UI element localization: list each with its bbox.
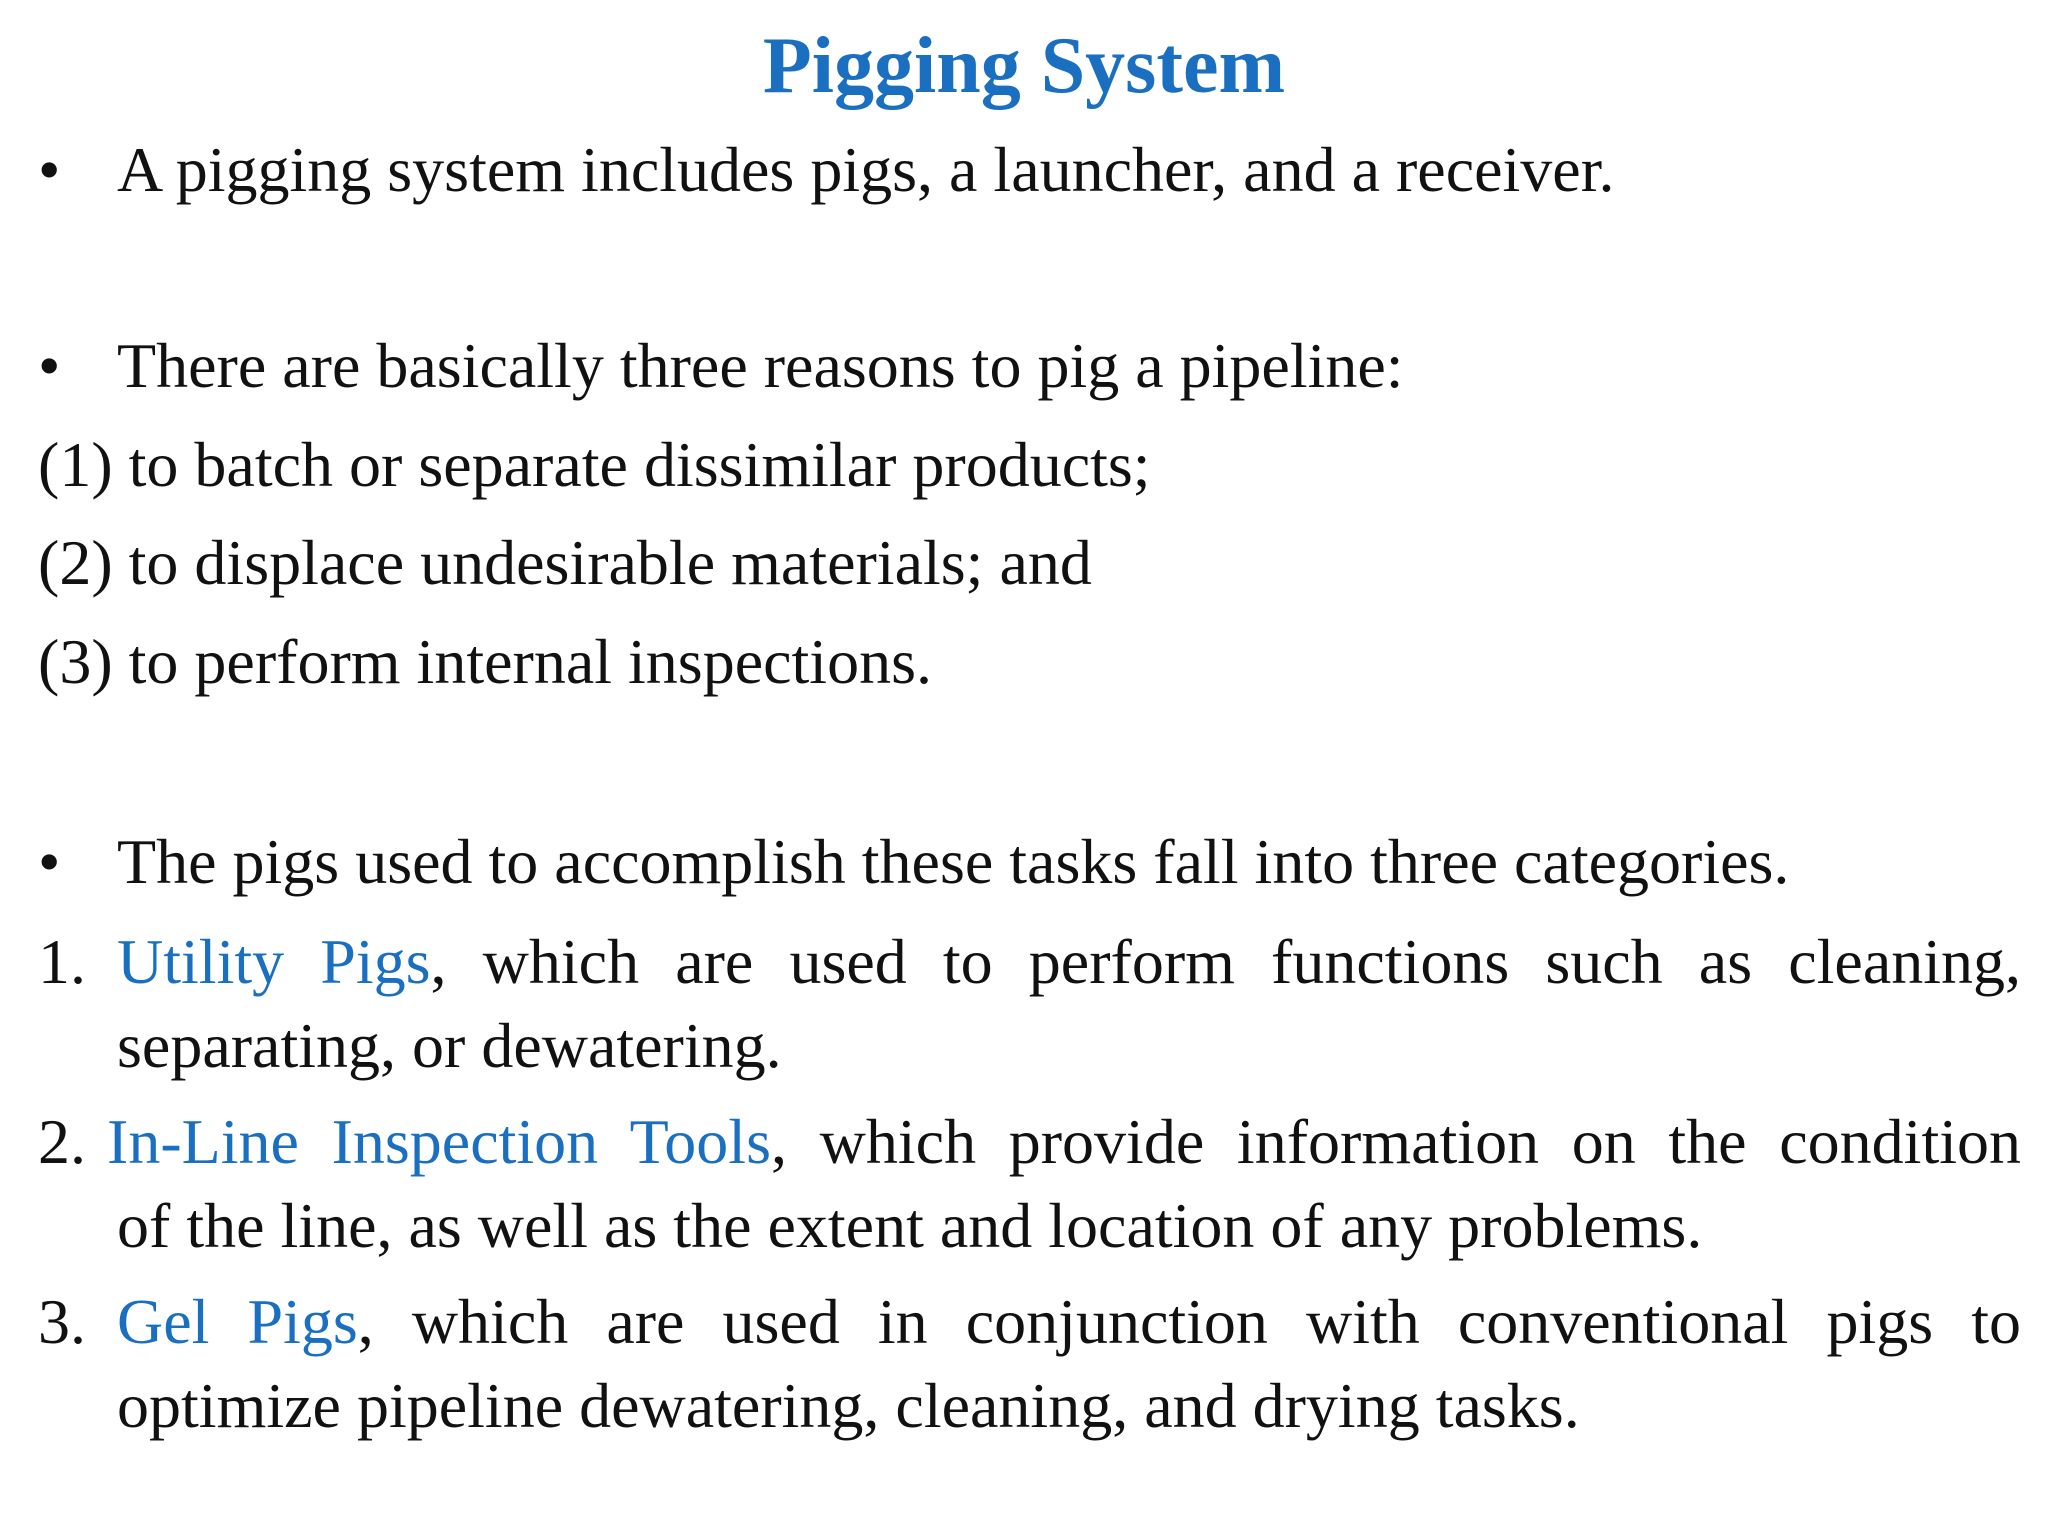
category-line bbox=[117, 920, 2021, 1004]
category-description: , which provide information on the condition bbox=[771, 1106, 2022, 1177]
bullet-marker: • bbox=[38, 330, 61, 401]
slide-title: Pigging System bbox=[762, 22, 1286, 110]
bullet-marker: • bbox=[38, 826, 61, 897]
category-term: Utility Pigs bbox=[117, 926, 431, 997]
category-number: 3. bbox=[38, 1286, 86, 1357]
bullet-text: A pigging system includes pigs, a launcher, and a receiver. bbox=[117, 134, 1615, 205]
category-number: 2. bbox=[38, 1106, 86, 1177]
bullet-text: The pigs used to accomplish these tasks fall into three categories. bbox=[117, 826, 1790, 897]
category-description-continued: of the line, as well as the extent and location of any problems. bbox=[117, 1190, 1703, 1261]
category-item bbox=[117, 920, 2021, 1088]
category-description: , which are used in conjunction with conventional pigs to bbox=[357, 1286, 2022, 1357]
category-line bbox=[107, 1100, 2021, 1184]
category-number: 1. bbox=[38, 926, 86, 997]
bullet-text: There are basically three reasons to pig a pipeline: bbox=[117, 330, 1404, 401]
category-description-continued: optimize pipeline dewatering, cleaning, and drying tasks. bbox=[117, 1370, 1580, 1441]
reason-item: (3) to perform internal inspections. bbox=[38, 626, 932, 697]
category-term: Gel Pigs bbox=[117, 1286, 358, 1357]
bullet-marker: • bbox=[38, 134, 61, 205]
reason-item: (2) to displace undesirable materials; and bbox=[38, 527, 1092, 598]
category-item bbox=[117, 1280, 2021, 1448]
category-description-continued: separating, or dewatering. bbox=[117, 1010, 782, 1081]
category-term: In-Line Inspection Tools bbox=[107, 1106, 771, 1177]
category-item bbox=[107, 1100, 2021, 1268]
category-line bbox=[117, 1280, 2021, 1364]
reason-item: (1) to batch or separate dissimilar products; bbox=[38, 429, 1151, 500]
category-description: , which are used to perform functions such as cleaning, bbox=[430, 926, 2021, 997]
